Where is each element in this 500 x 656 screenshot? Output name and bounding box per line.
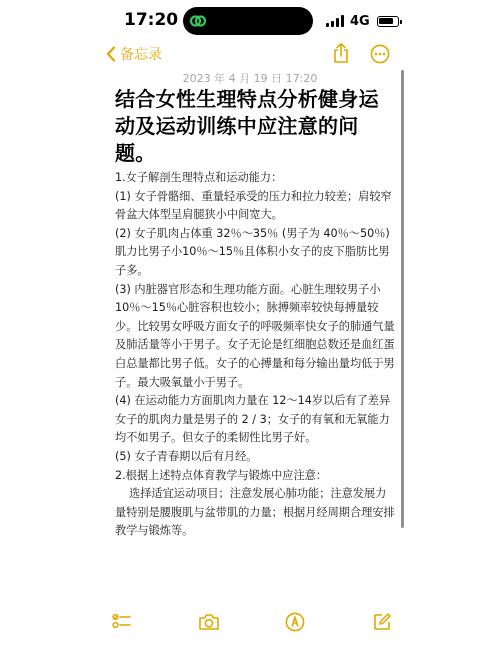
signal-icon bbox=[326, 15, 344, 27]
status-indicators bbox=[326, 12, 399, 30]
note-paragraph: (4) 在运动能力方面肌肉力量在 12～14岁以后有了差异女子的肌肉力量是男子的 2 / 3；女子的有氧和无氧能力均不如男子。但女子的柔韧性比男子好。 bbox=[115, 394, 391, 445]
battery-icon bbox=[377, 16, 399, 27]
link-app-icon[interactable] bbox=[189, 12, 207, 30]
markup-pen-icon[interactable] bbox=[285, 612, 305, 632]
network-type: 4G bbox=[350, 13, 370, 29]
note-paragraph: 2.根据上述特点体育教学与锻炼中应注意： bbox=[115, 468, 328, 482]
note-paragraph: (3) 内脏器官形态和生理功能方面。心脏生理较男子小10％～15％心脏容积也较小；脉搏频率较快每搏量较少。比较男女呼吸方面女子的呼吸频率快女子的肺通气量及肺活量等小于男子。女子无论是红细胞总数还是血红蛋白总量都比男子低。女子的心搏量和每分输出量均低于男子。最大吸氧量小于男子。 bbox=[115, 282, 395, 389]
note-content[interactable] bbox=[115, 86, 395, 541]
share-icon[interactable] bbox=[332, 42, 350, 64]
status-bar bbox=[0, 0, 500, 44]
back-label: 备忘录 bbox=[120, 47, 162, 63]
bottom-toolbar bbox=[0, 612, 500, 642]
compose-icon[interactable] bbox=[372, 612, 392, 632]
navigation-bar bbox=[0, 40, 500, 68]
more-icon[interactable] bbox=[370, 44, 390, 64]
note-body bbox=[115, 169, 395, 541]
note-title: 结合女性生理特点分析健身运动及运动训练中应注意的问题。 bbox=[115, 87, 379, 165]
camera-icon[interactable] bbox=[198, 612, 220, 632]
checklist-icon[interactable] bbox=[112, 612, 132, 634]
note-paragraph: 选择适宜运动项目；注意发展心肺功能；注意发展力量特别是腰腹肌与盆带肌的力量；根据月经周期合理安排教学与锻炼等。 bbox=[115, 487, 395, 538]
note-paragraph: 1.女子解剖生理特点和运动能力： bbox=[115, 171, 283, 184]
scrollbar[interactable] bbox=[401, 70, 404, 528]
chevron-left-icon bbox=[106, 46, 116, 62]
note-paragraph: (5) 女子青春期以后有月经。 bbox=[115, 449, 258, 463]
dynamic-island[interactable] bbox=[183, 7, 313, 35]
note-paragraph: (1) 女子骨骼细、重量轻承受的压力和拉力较差；肩较窄骨盆大体型呈肩腿狭小中间宽大。 bbox=[115, 189, 392, 222]
status-time: 17:20 bbox=[124, 10, 179, 30]
note-date: 2023 年 4 月 19 日 17:20 bbox=[182, 72, 318, 85]
note-paragraph: (2) 女子肌肉占体重 32％～35％ (男子为 40％～50％) 肌力比男子小10％～15％且体积小女子的皮下脂肪比男子多。 bbox=[115, 226, 390, 277]
back-button[interactable] bbox=[106, 44, 162, 64]
